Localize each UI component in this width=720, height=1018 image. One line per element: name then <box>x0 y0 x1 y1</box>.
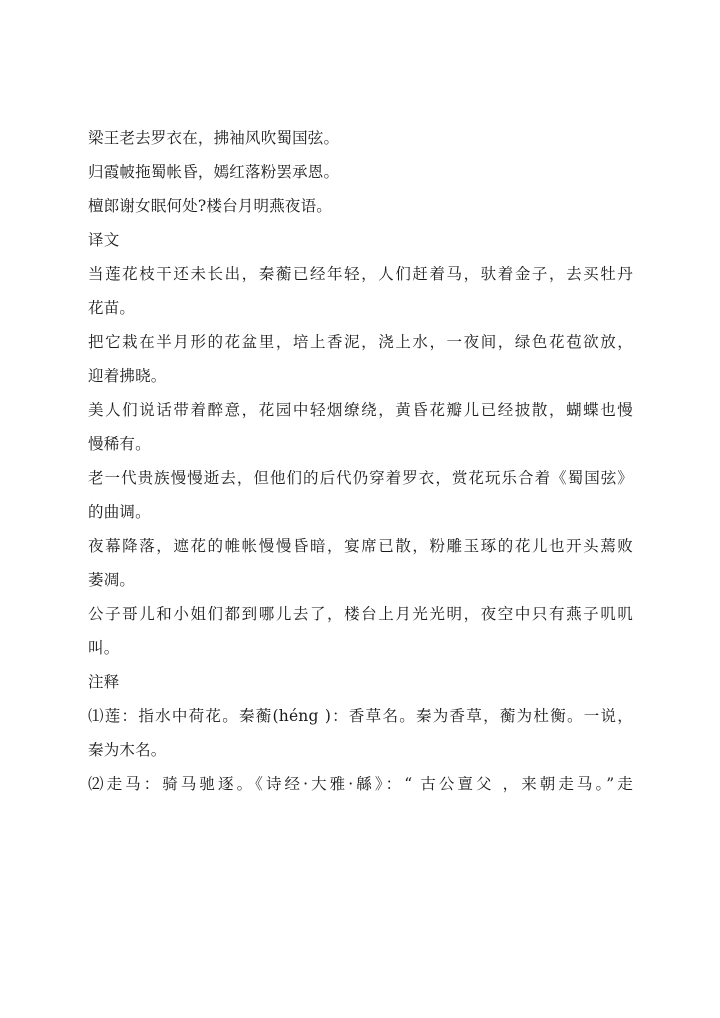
poem-line: 檀郎谢女眠何处?楼台月明燕夜语。 <box>88 197 333 215</box>
note-line: ⑴莲：指水中荷花。秦蘅(héng )：香草名。秦为香草，蘅为杜衡。一说， <box>88 707 633 725</box>
translation-line: 慢稀有。 <box>88 435 151 453</box>
note-line: ⑵走马：骑马驰逐。《诗经·大雅·緜》：“ 古公亶父 ，来朝走马。”走 <box>88 775 633 793</box>
document-body <box>88 128 633 808</box>
translation-line: 萎凋。 <box>88 571 136 589</box>
translation-line: 公子哥儿和小姐们都到哪儿去了，楼台上月光光明，夜空中只有燕子叽叽 <box>88 605 633 623</box>
translation-line: 的曲调。 <box>88 503 151 521</box>
translation-line: 当莲花枝干还未长出，秦蘅已经年轻，人们赶着马，驮着金子，去买牡丹 <box>88 265 633 283</box>
notes-heading: 注释 <box>88 673 120 691</box>
translation-line: 夜幕降落，遮花的帷帐慢慢昏暗，宴席已散，粉雕玉琢的花儿也开头蔫败 <box>88 537 633 555</box>
translation-line: 美人们说话带着醉意，花园中轻烟缭绕，黄昏花瓣儿已经披散，蝴蝶也慢 <box>88 401 633 419</box>
translation-line: 叫。 <box>88 639 120 657</box>
poem-line: 归霞帔拖蜀帐昏，嫣红落粉罢承恩。 <box>88 163 340 181</box>
translation-line: 迎着拂晓。 <box>88 367 167 385</box>
translation-line: 把它栽在半月形的花盆里，培上香泥，浇上水，一夜间，绿色花苞欲放， <box>88 333 633 351</box>
translation-heading: 译文 <box>88 231 120 249</box>
poem-line: 梁王老去罗衣在，拂袖风吹蜀国弦。 <box>88 129 340 147</box>
note-line: 秦为木名。 <box>88 741 167 759</box>
translation-line: 花苗。 <box>88 299 136 317</box>
translation-line: 老一代贵族慢慢逝去，但他们的后代仍穿着罗衣，赏花玩乐合着《蜀国弦》 <box>88 469 633 487</box>
